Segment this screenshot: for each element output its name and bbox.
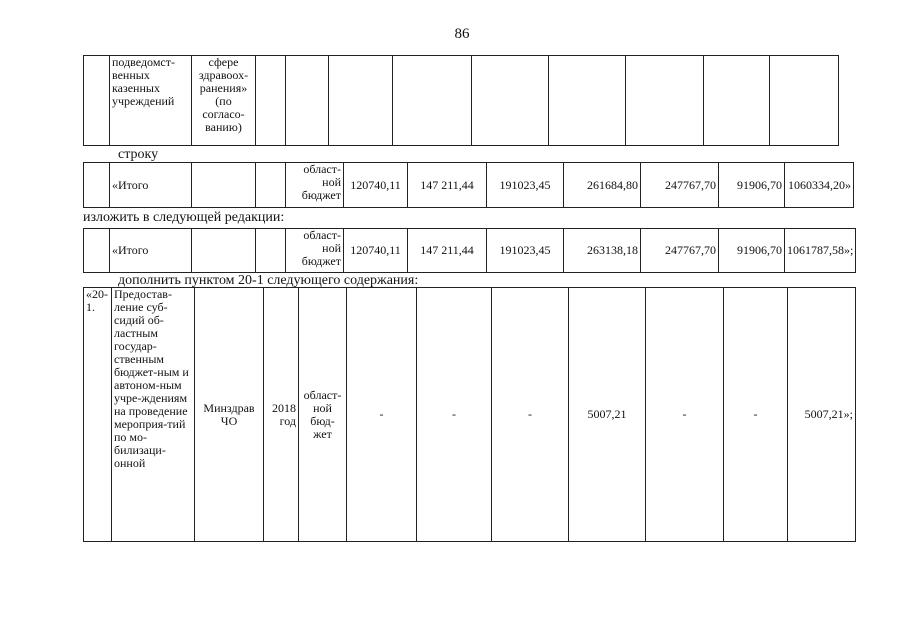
- row-value: -: [492, 288, 569, 542]
- row-value: 147 211,44: [408, 163, 487, 208]
- row-value: -: [417, 288, 492, 542]
- row-value: 5007,21»;: [788, 288, 856, 542]
- cell-empty: [704, 56, 770, 146]
- row-source: област-ной бюджет: [286, 163, 344, 208]
- row-value: 191023,45: [487, 163, 564, 208]
- cell-empty: [472, 56, 549, 146]
- table-continuation: [83, 55, 839, 146]
- row-year: 2018 год: [264, 288, 299, 542]
- row-executor: Минздрав ЧО: [195, 288, 264, 542]
- cell-executor: сфере здравоох-ранения» (по согласо-ванию): [192, 56, 256, 146]
- row-value: 263138,18: [564, 229, 641, 273]
- cell-empty: [84, 163, 110, 208]
- row-name: Предостав-ление суб-сидий об-ластным государ-ственным бюджет-ным и автоном-ным учре-ждениям на проведение мероприя-тий по мо-билизаци-онной: [112, 288, 195, 542]
- table-added-row: [83, 287, 856, 542]
- row-value: -: [646, 288, 724, 542]
- row-value: 261684,80: [564, 163, 641, 208]
- row-value: 5007,21: [569, 288, 646, 542]
- row-value: 247767,70: [641, 163, 719, 208]
- row-value: 147 211,44: [408, 229, 487, 273]
- row-value: 91906,70: [719, 163, 785, 208]
- row-value: 1061787,58»;: [785, 229, 856, 273]
- note-replace: изложить в следующей редакции:: [83, 210, 285, 225]
- row-value: 91906,70: [719, 229, 785, 273]
- note-add: дополнить пунктом 20-1 следующего содержания:: [118, 273, 419, 288]
- cell-empty: [192, 163, 256, 208]
- cell-empty: [393, 56, 472, 146]
- cell-empty: [192, 229, 256, 273]
- row-value: 247767,70: [641, 229, 719, 273]
- cell-empty: [329, 56, 393, 146]
- table-old-row: [83, 162, 854, 208]
- cell-empty: [770, 56, 839, 146]
- cell-name: подведомст-венных казенных учреждений: [110, 56, 192, 146]
- row-value: 1060334,20»: [785, 163, 854, 208]
- row-value: -: [724, 288, 788, 542]
- cell-empty: [256, 56, 286, 146]
- cell-empty: [286, 56, 329, 146]
- cell-empty: [84, 56, 110, 146]
- row-value: 120740,11: [344, 163, 408, 208]
- note-line: строку: [118, 147, 159, 162]
- cell-empty: [626, 56, 704, 146]
- row-source: област-ной бюд-жет: [299, 288, 347, 542]
- row-label: «Итого: [110, 163, 192, 208]
- cell-empty: [256, 163, 286, 208]
- row-number: «20-1.: [84, 288, 112, 542]
- cell-empty: [256, 229, 286, 273]
- page-number: 86: [454, 26, 470, 42]
- row-value: -: [347, 288, 417, 542]
- table-new-row: [83, 228, 856, 273]
- row-label: «Итого: [110, 229, 192, 273]
- cell-empty: [549, 56, 626, 146]
- row-value: 120740,11: [344, 229, 408, 273]
- row-value: 191023,45: [487, 229, 564, 273]
- row-source: област-ной бюджет: [286, 229, 344, 273]
- cell-empty: [84, 229, 110, 273]
